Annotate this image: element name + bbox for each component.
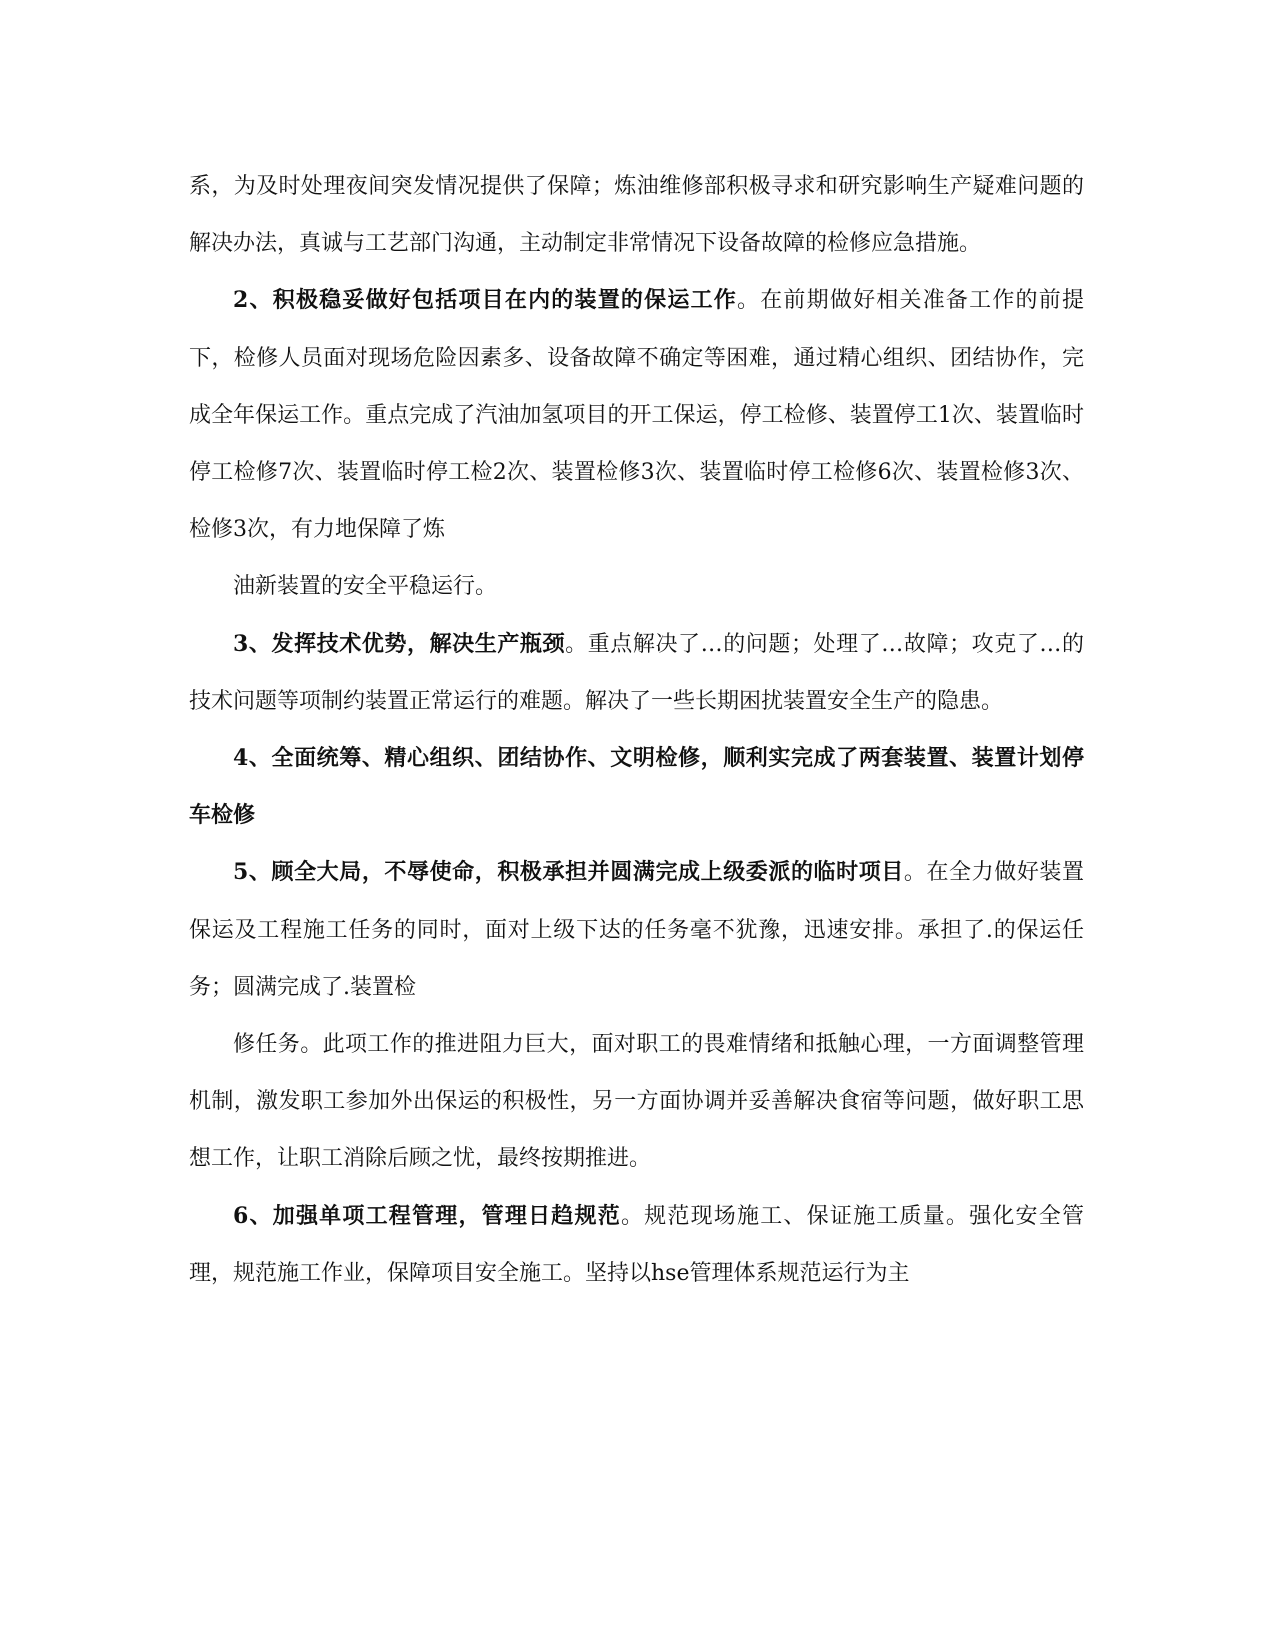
paragraph-6-text: 。在全力做好装置保运及工程施工任务的同时，面对上级下达的任务毫不犹豫，迅速安排。承担了.的保运任务；圆满完成了.装置检 — [189, 860, 1084, 1000]
document-body — [189, 158, 1084, 1302]
paragraph-5 — [189, 730, 1084, 844]
paragraph-4 — [189, 616, 1084, 730]
paragraph-6-heading: 5、顾全大局，不辱使命，积极承担并圆满完成上级委派的临时项目 — [233, 859, 904, 886]
paragraph-7 — [189, 1016, 1084, 1188]
paragraph-4-heading: 3、发挥技术优势，解决生产瓶颈 — [233, 630, 566, 657]
paragraph-5-heading: 4、全面统筹、精心组织、团结协作、文明检修，顺利实完成了两套装置、装置计划停车检修 — [189, 745, 1084, 829]
paragraph-3 — [189, 558, 1084, 615]
paragraph-3-text: 油新装置的安全平稳运行。 — [233, 574, 498, 600]
paragraph-8-text: 。规范现场施工、保证施工质量。强化安全管理，规范施工作业，保障项目安全施工。坚持以hse管理体系规范运行为主 — [189, 1203, 1084, 1286]
paragraph-6 — [189, 844, 1084, 1016]
paragraph-2-heading: 2、积极稳妥做好包括项目在内的装置的保运工作 — [233, 287, 737, 314]
paragraph-8-heading: 6、加强单项工程管理，管理日趋规范 — [233, 1202, 621, 1229]
paragraph-7-text: 修任务。此项工作的推进阻力巨大，面对职工的畏难情绪和抵触心理，一方面调整管理机制，激发职工参加外出保运的积极性，另一方面协调并妥善解决食宿等问题，做好职工思想工作，让职工消除后顾之忧，最终按期推进。 — [189, 1032, 1084, 1172]
paragraph-4-text: 。重点解决了…的问题；处理了…故障；攻克了…的技术问题等项制约装置正常运行的难题。解决了一些长期困扰装置安全生产的隐患。 — [189, 631, 1084, 714]
paragraph-2 — [189, 272, 1084, 558]
paragraph-2-text: 。在前期做好相关准备工作的前提下，检修人员面对现场危险因素多、设备故障不确定等困难，通过精心组织、团结协作，完成全年保运工作。重点完成了汽油加氢项目的开工保运，停工检修、装置停工1次、装置临时停工检修7次、装置临时停工检2次、装置检修3次、装置临时停工检修6次、装置检修3次、检修3次，有力地保障了炼 — [189, 288, 1084, 543]
paragraph-8 — [189, 1188, 1084, 1302]
paragraph-1-text: 系，为及时处理夜间突发情况提供了保障；炼油维修部积极寻求和研究影响生产疑难问题的解决办法，真诚与工艺部门沟通，主动制定非常情况下设备故障的检修应急措施。 — [189, 174, 1084, 257]
paragraph-1 — [189, 158, 1084, 272]
